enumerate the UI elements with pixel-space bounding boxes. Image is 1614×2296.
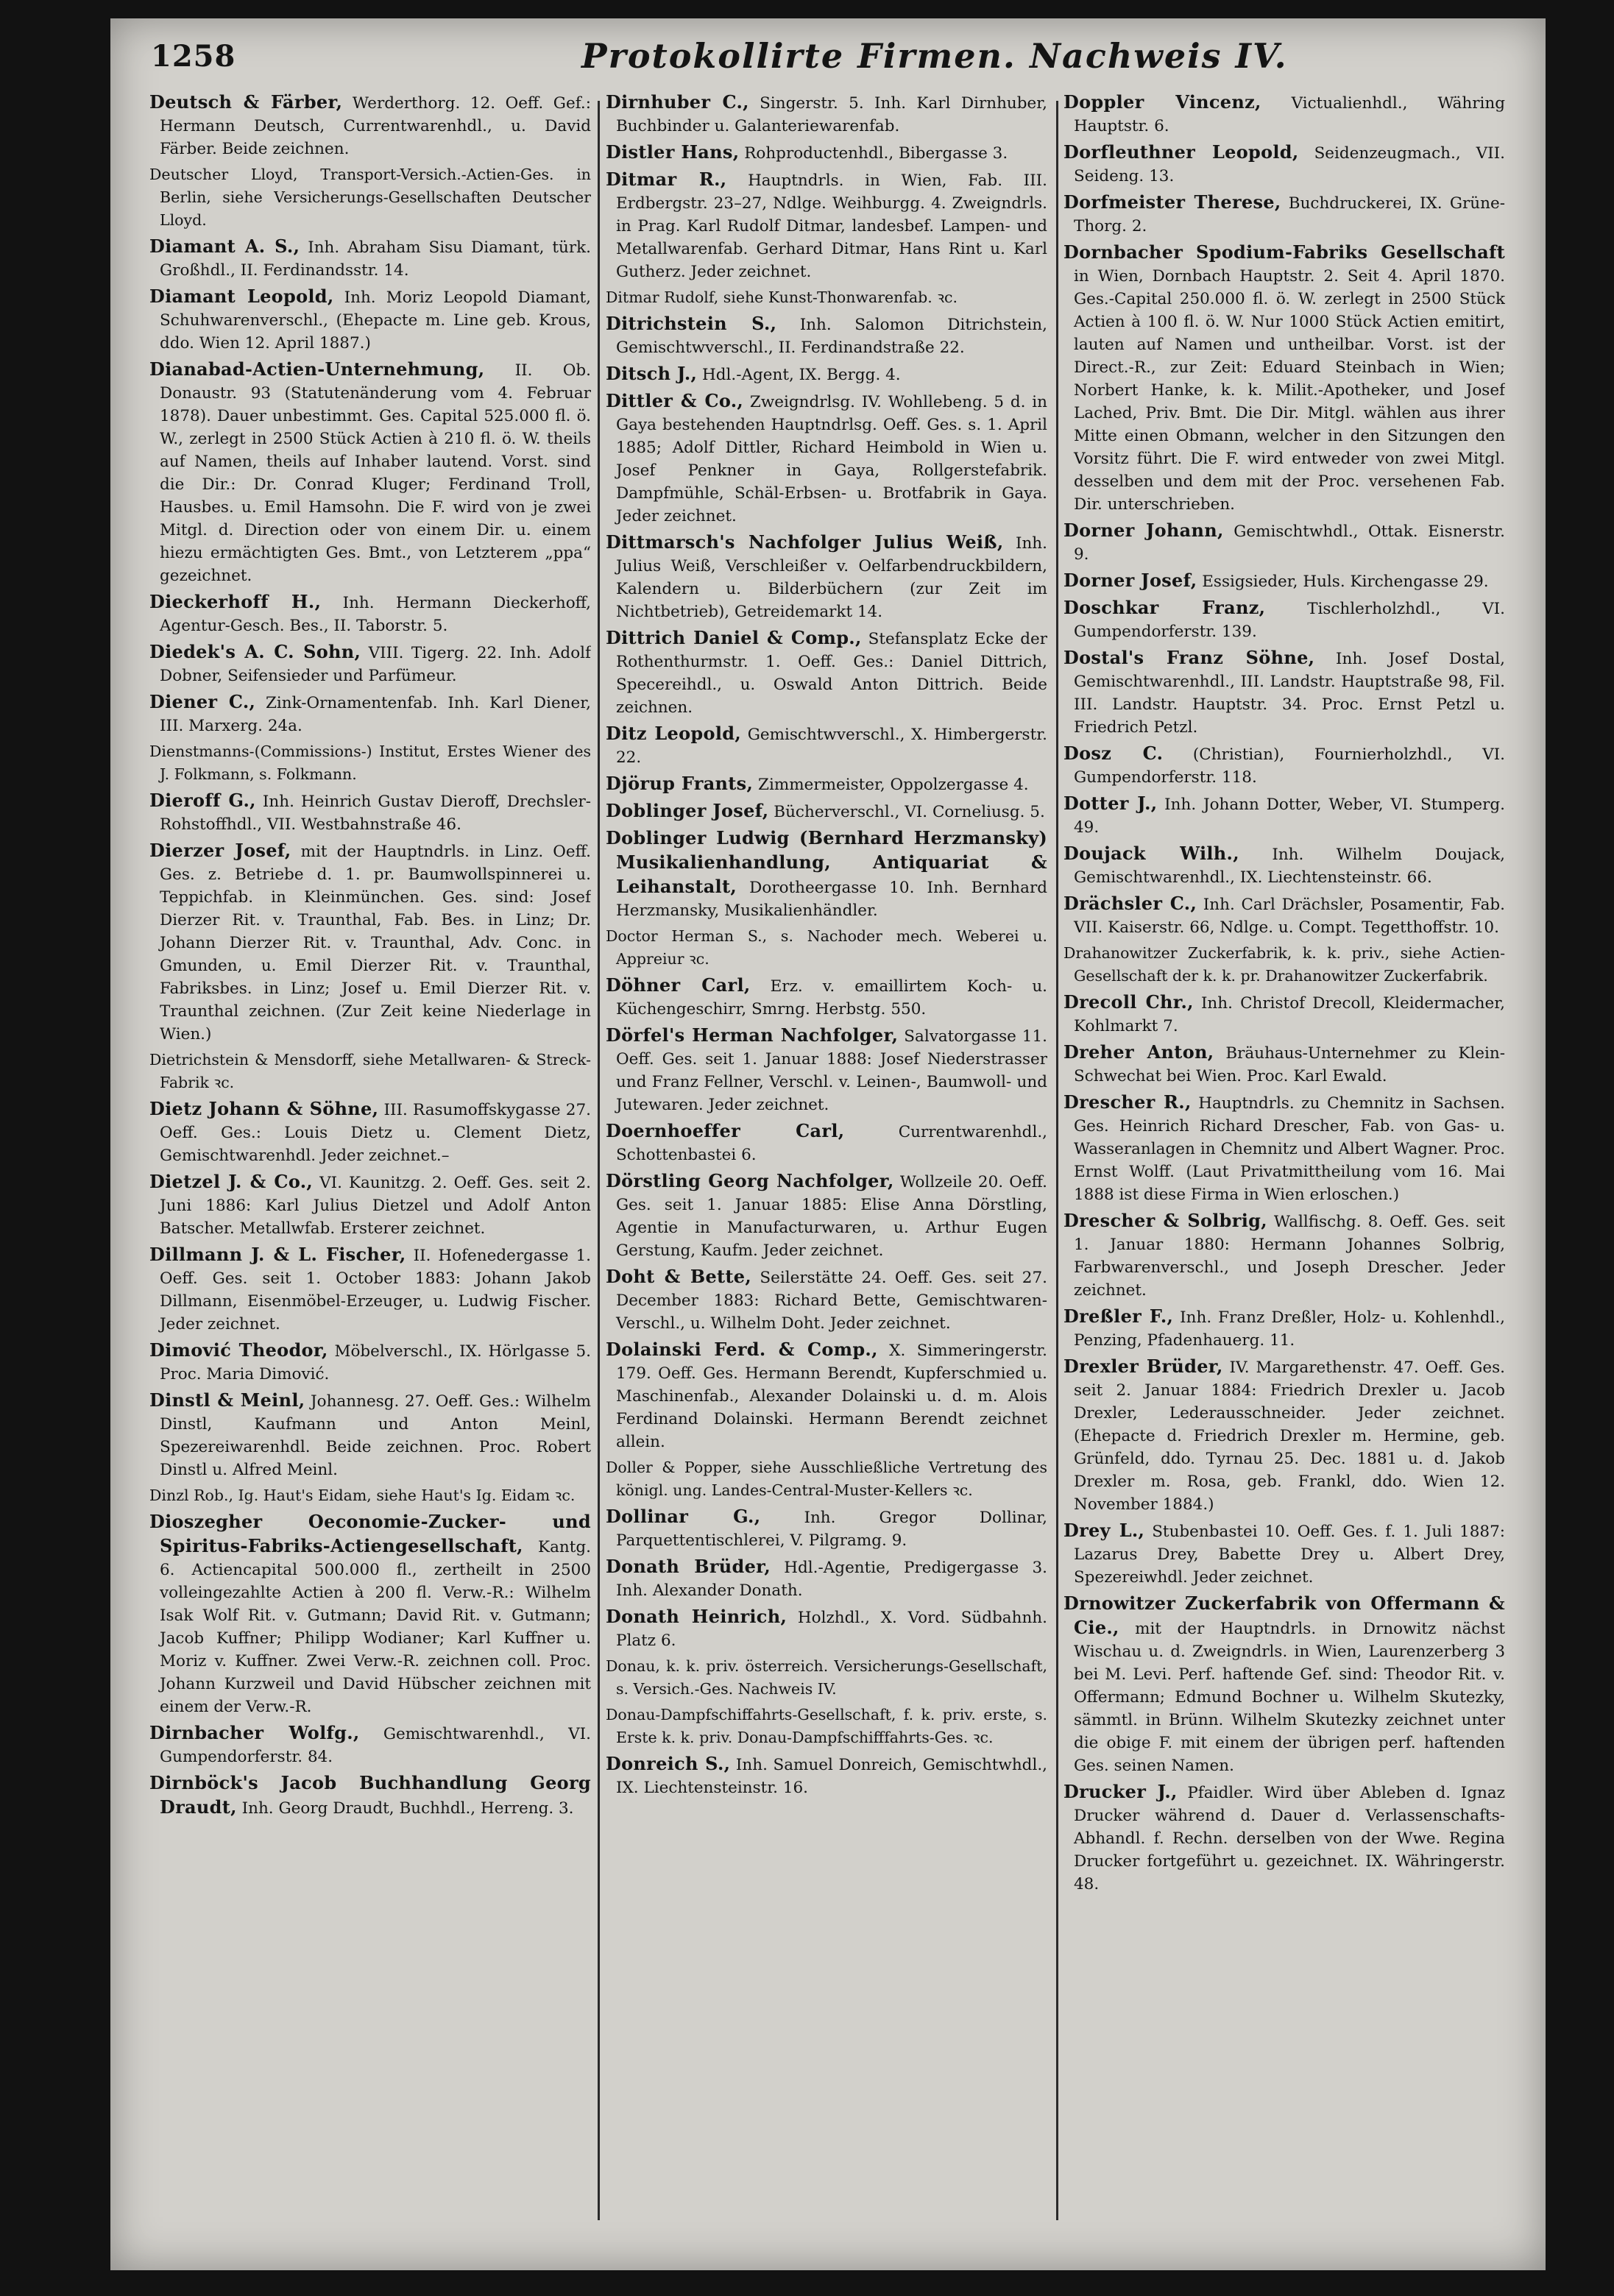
firm-name: Dinstl & Meinl, (149, 1389, 305, 1411)
entry-details: Inh. Carl Drächsler, Posamentir, Fab. VII. Kaiserstr. 66, Ndlge. u. Compt. Tegetthoffstr. 10. (1074, 896, 1505, 937)
firm-name: Ditmar R., (606, 169, 727, 190)
entry-details: X. Simmeringerstr. 179. Oeff. Ges. Hermann Berendt, Kupferschmied u. Maschinenfab., Alexander Dolainski u. d. m. Alois Ferdinand Dolainski. Hermann Berendt zeichnet allein. (616, 1342, 1047, 1451)
entry-details: VI. Kaunitzg. 2. Oeff. Ges. seit 2. Juni 1886: Karl Julius Dietzel und Adolf Anton Batscher. Metallwfab. Ersterer zeichnet. (160, 1174, 591, 1238)
entry-details: Tischlerholzhdl., VI. Gumpendorferstr. 139. (1074, 600, 1505, 641)
entry-details: Kantg. 6. Actiencapital 500.000 fl., zertheilt in 2500 volleingezahlte Actien à 200 fl. Verw.-R.: Wilhelm Isak Wolf Rit. v. Gutmann; David Rit. v. Gutmann; Jacob Kuffner; Philipp Wodianer; Karl Kuffner u. Moriz v. Kuffner. Zwei Verw.-R. zeichnen coll. Proc. Johann Kurzweil und David Hübscher zeichnen mit einem der Verw.-R. (160, 1538, 591, 1716)
directory-entry (606, 286, 1047, 309)
entry-details: Inh. Josef Dostal, Gemischtwarenhdl., III. Landstr. Hauptstraße 98, Fil. III. Landstr. Hauptstr. 34. Proc. Ernst Petzl u. Friedrich Petzl. (1074, 650, 1505, 737)
firm-name: Doppler Vincenz, (1063, 91, 1261, 113)
firm-name: Dolainski Ferd. & Comp., (606, 1339, 878, 1360)
directory-entry (1063, 91, 1505, 138)
entry-details: Donau-Dampfschiffahrts-Gesellschaft, f. k. priv. erste, s. Erste k. k. priv. Donau-Dampfschifffahrts-Ges. ꝛc. (606, 1706, 1047, 1746)
entry-details: Erz. v. emaillirtem Koch- u. Küchengeschirr, Smrng. Herbstg. 550. (616, 977, 1047, 1018)
entry-details: Seidenzeugmach., VII. Seideng. 13. (1074, 144, 1505, 185)
firm-name: Distler Hans, (606, 141, 740, 163)
entry-details: Wallfischg. 8. Oeff. Ges. seit 1. Januar 1880: Hermann Johannes Solbrig, Farbwarenverschl., und Joseph Drescher. Jeder zeichnet. (1074, 1213, 1505, 1300)
firm-name: Dotter J., (1063, 793, 1158, 814)
entry-details: Pfaidler. Wird über Ableben d. Ignaz Drucker während d. Dauer d. Verlassenschafts-Abhandl. f. Rechn. derselben von der Wwe. Regina Drucker fortgeführt u. gezeichnet. IX. Währingerstr. 48. (1074, 1784, 1505, 1893)
directory-entry (1063, 792, 1505, 839)
entry-details: (Christian), Fournierholzhdl., VI. Gumpendorferstr. 118. (1074, 745, 1505, 787)
entry-details: Currentwarenhdl., Schottenbastei 6. (616, 1123, 1047, 1164)
page-number: 1258 (151, 39, 236, 74)
firm-name: Dillmann J. & L. Fischer, (149, 1244, 406, 1265)
firm-name: Drescher R., (1063, 1091, 1192, 1113)
entry-details: Ditmar Rudolf, siehe Kunst-Thonwarenfab. ꝛc. (606, 288, 958, 306)
entry-details: Möbelverschl., IX. Hörlgasse 5. Proc. Maria Dimović. (160, 1342, 591, 1383)
directory-entry (149, 1484, 591, 1507)
firm-name: Djörup Frants, (606, 773, 754, 794)
firm-name: Dorfmeister Therese, (1063, 191, 1281, 213)
directory-entry (606, 1169, 1047, 1262)
entry-details: Zimmermeister, Oppolzergasse 4. (758, 776, 1029, 794)
directory-entry (606, 1605, 1047, 1652)
directory-entry (1063, 646, 1505, 739)
entry-details: Salvatorgasse 11. Oeff. Ges. seit 1. Januar 1888: Josef Niederstrasser und Franz Fellner, Verschl. v. Leinen-, Baumwoll- und Jutewaren. Jeder zeichnet. (616, 1027, 1047, 1114)
directory-entry (1063, 1041, 1505, 1088)
firm-name: Dorner Josef, (1063, 570, 1197, 591)
firm-name: Dietz Johann & Söhne, (149, 1098, 379, 1119)
firm-name: Drescher & Solbrig, (1063, 1210, 1267, 1231)
directory-entry (606, 531, 1047, 623)
entry-details: Dorotheergasse 10. Inh. Bernhard Herzmansky, Musikalienhändler. (616, 879, 1047, 920)
entry-details: Inh. Julius Weiß, Verschleißer v. Oelfarbendruckbildern, Kalendern u. Bilderbüchern (zur Zeit im Nichtbetrieb), Getreidemarkt 14. (616, 534, 1047, 621)
firm-name: Dreher Anton, (1063, 1041, 1214, 1063)
directory-entry (149, 1771, 591, 1820)
entry-details: Inh. Heinrich Gustav Dieroff, Drechsler-Rohstoffhdl., VII. Westbahnstraße 46. (160, 793, 591, 834)
column-divider (1056, 101, 1058, 2220)
directory-entry (1063, 519, 1505, 566)
firm-name: Dittmarsch's Nachfolger Julius Weiß, (606, 531, 1004, 553)
directory-entry (149, 640, 591, 687)
directory-entry (149, 1243, 591, 1336)
firm-name: Dosz C. (1063, 743, 1164, 764)
directory-entry (606, 772, 1047, 796)
firm-name: Dostal's Franz Söhne, (1063, 647, 1315, 668)
directory-column-3 (1063, 91, 1505, 2239)
entry-details: IV. Margarethenstr. 47. Oeff. Ges. seit 2. Januar 1884: Friedrich Drexler u. Jacob Drexler, Lederausschneider. Jeder zeichnet. (Ehepacte d. Friedrich Drexler m. Hermine, geb. Grünfeld, ddo. Tyrnau 25. Dec. 1881 u. d. Jakob Drexler m. Rosa, geb. Frankl, ddo. Wien 12. November 1884.) (1074, 1358, 1505, 1514)
entry-details: Inh. Wilhelm Doujack, Gemischtwarenhdl., IX. Liechtensteinstr. 66. (1074, 846, 1505, 887)
entry-details: Inh. Hermann Dieckerhoff, Agentur-Gesch. Bes., II. Taborstr. 5. (160, 594, 591, 635)
entry-details: Drahanowitzer Zuckerfabrik, k. k. priv., siehe Actien-Gesellschaft der k. k. pr. Drahanowitzer Zuckerfabrik. (1063, 944, 1505, 985)
directory-entry (606, 312, 1047, 359)
firm-name: Doernhoeffer Carl, (606, 1120, 845, 1141)
firm-name: Donreich S., (606, 1753, 731, 1774)
directory-entry (1063, 991, 1505, 1038)
firm-name: Drecoll Chr., (1063, 991, 1194, 1013)
directory-entry (1063, 1592, 1505, 1777)
directory-entry (149, 285, 591, 355)
entry-details: Seilerstätte 24. Oeff. Ges. seit 27. December 1883: Richard Bette, Gemischtwaren-Verschl., u. Wilhelm Doht. Jeder zeichnet. (616, 1269, 1047, 1333)
entry-details: II. Hofenedergasse 1. Oeff. Ges. seit 1. October 1883: Johann Jakob Dillmann, Eisenmöbel-Erzeuger, u. Ludwig Fischer. Jeder zeichnet. (160, 1247, 591, 1333)
directory-entry (606, 925, 1047, 971)
entry-details: Buchdruckerei, IX. Grüne-Thorg. 2. (1074, 194, 1505, 235)
firm-name: Dirnbacher Wolfg., (149, 1722, 360, 1743)
directory-entry (1063, 742, 1505, 789)
directory-entry (606, 1119, 1047, 1166)
directory-entry (149, 1097, 591, 1167)
entry-details: mit der Hauptndrls. in Linz. Oeff. Ges. z. Betriebe d. 1. pr. Baumwollspinnerei u. Teppichfab. in Kleinmünchen. Ges. sind: Josef Dierzer Rit. v. Traunthal, Fab. Bes. in Linz; Dr. Johann Dierzer Rit. v. Traunthal, Adv. Conc. in Gmunden, u. Emil Dierzer Rit. v. Traunthal, Fabriksbes. in Linz; Josef u. Emil Dierzer Rit. v. Traunthal zeichnen. (Zur Zeit keine Niederlage in Wien.) (160, 843, 591, 1044)
entry-details: Inh. Georg Draudt, Buchhdl., Herreng. 3. (241, 1799, 574, 1818)
directory-entry (606, 826, 1047, 922)
firm-name: Diamant A. S., (149, 235, 300, 257)
entry-details: Victualienhdl., Währing Hauptstr. 6. (1074, 94, 1505, 135)
firm-name: Doblinger Josef, (606, 800, 769, 821)
firm-name: Diamant Leopold, (149, 286, 334, 307)
entry-details: Hauptndrls. zu Chemnitz in Sachsen. Ges. Heinrich Richard Drescher, Fab. von Gas- u. Wasseranlagen in Chemnitz und Albert Wagner. Proc. Ernst Wolff. (Laut Privatmittheilung vom 16. Mai 1888 ist diese Firma in Wien erloschen.) (1074, 1094, 1505, 1204)
firm-name: Doht & Bette, (606, 1266, 752, 1287)
entry-details: Hdl.-Agent, IX. Bergg. 4. (702, 366, 901, 384)
firm-name: Doujack Wilh., (1063, 843, 1239, 864)
directory-entry (149, 1049, 591, 1094)
directory-entry (149, 1339, 591, 1386)
entry-details: Gemischtwhdl., Ottak. Eisnerstr. 9. (1074, 522, 1505, 564)
directory-entry (1063, 191, 1505, 238)
directory-entry (606, 974, 1047, 1021)
directory-entry (149, 1170, 591, 1240)
column-divider (598, 101, 600, 2220)
directory-entry (606, 1505, 1047, 1552)
directory-column-2 (606, 91, 1047, 2239)
directory-entry (1063, 842, 1505, 889)
firm-name: Diener C., (149, 691, 256, 712)
directory-entry (606, 1704, 1047, 1749)
directory-entry (606, 141, 1047, 165)
firm-name: Dimović Theodor, (149, 1339, 328, 1361)
entry-details: Bräuhaus-Unternehmer zu Klein-Schwechat bei Wien. Proc. Karl Ewald. (1074, 1044, 1505, 1085)
directory-entry (149, 235, 591, 282)
firm-name: Doblinger Ludwig (Bernhard Herzmansky) Musikalienhandlung, Antiquariat & Leihanstalt, (606, 827, 1047, 897)
firm-name: Dittrich Daniel & Comp., (606, 627, 862, 648)
directory-page (110, 18, 1546, 2270)
entry-details: Hdl.-Agentie, Predigergasse 3. Inh. Alexander Donath. (616, 1559, 1047, 1600)
entry-details: Doctor Herman S., s. Nachoder mech. Weberei u. Appreiur ꝛc. (606, 927, 1047, 968)
entry-details: Inh. Christof Drecoll, Kleidermacher, Kohlmarkt 7. (1074, 994, 1505, 1035)
directory-entry (606, 626, 1047, 719)
entry-details: in Wien, Dornbach Hauptstr. 2. Seit 4. April 1870. Ges.-Capital 250.000 fl. ö. W. zerlegt in 2500 Stück Actien à 100 fl. ö. W. Nur 1000 Stück Actien emitirt, lauten auf Namen und untheilbar. Vorst. ist der Direct.-R., zur Zeit: Eduard Steinbach in Wien; Norbert Hanke, k. k. Milit.-Apotheker, und Josef Lached, Priv. Bmt. Die Dir. Mitgl. wählen aus ihrer Mitte einen Obmann, welcher in den Sitzungen den Vorsitz führt. Die F. wird entweder von zwei Mitgl. desselben und dem mit der Proc. versehenen Fab. Dir. unterschrieben. (1074, 267, 1505, 514)
firm-name: Dollinar G., (606, 1506, 761, 1527)
firm-name: Dietzel J. & Co., (149, 1171, 314, 1192)
firm-name: Ditsch J., (606, 363, 698, 384)
firm-name: Dirnböck's Jacob Buchhandlung Georg Draudt, (149, 1772, 591, 1818)
directory-entry (606, 1265, 1047, 1335)
directory-entry (1063, 1355, 1505, 1516)
entry-details: Inh. Franz Dreßler, Holz- u. Kohlenhdl., Penzing, Pfadenhauerg. 11. (1074, 1308, 1505, 1350)
entry-details: Holzhdl., X. Vord. Südbahnh. Platz 6. (616, 1609, 1047, 1650)
entry-details: Dietrichstein & Mensdorff, siehe Metallwaren- & Streck-Fabrik ꝛc. (149, 1051, 591, 1091)
firm-name: Drächsler C., (1063, 893, 1197, 914)
entry-details: Dienstmanns-(Commissions-) Institut, Erstes Wiener des J. Folkmann, s. Folkmann. (149, 743, 591, 783)
directory-entry (606, 1024, 1047, 1116)
directory-entry (606, 168, 1047, 283)
directory-entry (149, 358, 591, 587)
firm-name: Donath Heinrich, (606, 1606, 787, 1627)
directory-entry (1063, 1091, 1505, 1206)
directory-entry (149, 740, 591, 786)
directory-entry (606, 722, 1047, 769)
directory-column-1 (149, 91, 591, 2239)
firm-name: Dioszegher Oeconomie-Zucker- und Spiritus-Fabriks-Actiengesellschaft, (149, 1511, 591, 1556)
firm-name: Ditrichstein S., (606, 313, 777, 334)
directory-entry (606, 799, 1047, 823)
directory-entry (606, 1338, 1047, 1453)
entry-details: mit der Hauptndrls. in Drnowitz nächst Wischau u. d. Zweigndrls. in Wien, Laurenzerberg 3 bei M. Levi. Perf. haftende Gef. sind: Theodor Rit. v. Offermann; Edmund Bochner u. Wilhelm Skutezky, sämmtl. in Brünn. Wilhelm Skutezky zeichnet unter die obige F. mit einem der übrigen perf. haftenden Ges. seinen Namen. (1074, 1620, 1505, 1775)
firm-name: Ditz Leopold, (606, 723, 741, 744)
entry-details: Bücherverschl., VI. Corneliusg. 5. (774, 803, 1045, 821)
running-title: Protokollirte Firmen. Nachweis IV. (581, 36, 1288, 76)
entry-details: Inh. Moriz Leopold Diamant, Schuhwarenverschl., (Ehepacte m. Line geb. Krous, ddo. Wien 12. April 1887.) (160, 288, 591, 352)
firm-name: Dirnhuber C., (606, 91, 749, 113)
entry-details: Werderthorg. 12. Oeff. Gef.: Hermann Deutsch, Currentwarenhdl., u. David Färber. Beide zeichnen. (160, 94, 591, 158)
directory-entry (149, 789, 591, 836)
firm-name: Dörfel's Herman Nachfolger, (606, 1024, 899, 1046)
directory-entry (1063, 942, 1505, 988)
firm-name: Dittler & Co., (606, 390, 744, 411)
entry-details: Inh. Gregor Dollinar, Parquettentischlerei, V. Pilgramg. 9. (616, 1509, 1047, 1550)
directory-entry (149, 590, 591, 637)
directory-entry (149, 1721, 591, 1768)
directory-entry (1063, 596, 1505, 643)
directory-entry (606, 91, 1047, 138)
firm-name: Drey L., (1063, 1520, 1145, 1541)
entry-details: Essigsieder, Huls. Kirchengasse 29. (1202, 573, 1489, 591)
entry-details: VIII. Tigerg. 22. Inh. Adolf Dobner, Seifensieder und Parfümeur. (160, 644, 591, 685)
entry-details: Zink-Ornamentenfab. Inh. Karl Diener, III. Marxerg. 24a. (160, 694, 591, 735)
firm-name: Dierzer Josef, (149, 840, 291, 861)
firm-name: Donath Brüder, (606, 1556, 771, 1577)
directory-entry (149, 1510, 591, 1718)
directory-entry (606, 1555, 1047, 1602)
directory-entry (1063, 1209, 1505, 1302)
entry-details: Stubenbastei 10. Oeff. Ges. f. 1. Juli 1887: Lazarus Drey, Babette Drey u. Albert Drey, Spezereiwhdl. Jeder zeichnet. (1074, 1523, 1505, 1587)
firm-name: Dreßler F., (1063, 1305, 1174, 1327)
firm-name: Drexler Brüder, (1063, 1356, 1223, 1377)
entry-details: Inh. Salomon Ditrichstein, Gemischtwverschl., II. Ferdinandstraße 22. (616, 316, 1047, 357)
entry-details: II. Ob. Donaustr. 93 (Statutenänderung vom 4. Februar 1878). Dauer unbestimmt. Ges. Capital 525.000 fl. ö. W., zerlegt in 2500 Stück Actien à 210 fl. ö. W. theils auf Namen, theils auf Inhaber lautend. Vorst. sind die Dir.: Dr. Conrad Kluger; Ferdinand Troll, Hausbes. u. Emil Hamsohn. Die F. wird von je zwei Mitgl. d. Direction oder von einem Dir. u. einem hiezu ermächtigten Ges. Bmt., von Letzterem „ppa“ gezeichnet. (160, 361, 591, 585)
directory-entry (149, 839, 591, 1046)
entry-details: Zweigndrlsg. IV. Wohllebeng. 5 d. in Gaya bestehenden Hauptndrlsg. Oeff. Ges. s. 1. April 1885; Adolf Dittler, Richard Heimbold in Wien u. Josef Penkner in Gaya, Rollgerstefabrik. Dampfmühle, Schäl-Erbsen- u. Brotfabrik in Gaya. Jeder zeichnet. (616, 393, 1047, 525)
entry-details: Hauptndrls. in Wien, Fab. III. Erdbergstr. 23–27, Ndlge. Weihburgg. 4. Zweigndrls. in Prag. Karl Rudolf Ditmar, landesbef. Lampen- und Metallwarenfab. Gerhard Ditmar, Hans Rint u. Karl Gutherz. Jeder zeichnet. (616, 171, 1047, 281)
firm-name: Drucker J., (1063, 1781, 1178, 1802)
directory-entry (149, 163, 591, 232)
firm-name: Dornbacher Spodium-Fabriks Gesellschaft (1063, 241, 1505, 263)
firm-name: Deutsch & Färber, (149, 91, 343, 113)
firm-name: Doschkar Franz, (1063, 597, 1266, 618)
directory-entry (606, 389, 1047, 528)
entry-details: Rohproductenhdl., Bibergasse 3. (744, 144, 1008, 163)
directory-entry (606, 1655, 1047, 1701)
entry-details: Doller & Popper, siehe Ausschließliche Vertretung des königl. ung. Landes-Central-Muster-Kellers ꝛc. (606, 1459, 1047, 1499)
directory-entry (606, 362, 1047, 386)
directory-entry (606, 1456, 1047, 1502)
directory-entry (1063, 892, 1505, 939)
directory-entry (1063, 1519, 1505, 1589)
firm-name: Dörstling Georg Nachfolger, (606, 1170, 894, 1191)
entry-details: Johannesg. 27. Oeff. Ges.: Wilhelm Dinstl, Kaufmann und Anton Meinl, Spezereiwarenhdl. Beide zeichnen. Proc. Robert Dinstl u. Alfred Meinl. (160, 1392, 591, 1479)
firm-name: Drnowitzer Zuckerfabrik von Offermann & Cie., (1063, 1592, 1505, 1638)
firm-name: Dieroff G., (149, 790, 256, 811)
directory-entry (1063, 569, 1505, 593)
directory-entry (1063, 241, 1505, 516)
firm-name: Dieckerhoff H., (149, 591, 322, 612)
directory-entry (606, 1752, 1047, 1799)
directory-entry (1063, 1780, 1505, 1896)
entry-details: Gemischtwverschl., X. Himbergerstr. 22. (616, 726, 1047, 767)
entry-details: Singerstr. 5. Inh. Karl Dirnhuber, Buchbinder u. Galanteriewarenfab. (616, 94, 1047, 135)
firm-name: Dorner Johann, (1063, 520, 1224, 541)
directory-entry (1063, 1305, 1505, 1352)
entry-details: Inh. Samuel Donreich, Gemischtwhdl., IX. Liechtensteinstr. 16. (616, 1756, 1047, 1797)
directory-entry (149, 91, 591, 160)
page-header (110, 18, 1546, 91)
entry-details: Gemischtwarenhdl., VI. Gumpendorferstr. 84. (160, 1725, 591, 1766)
firm-name: Dianabad-Actien-Unternehmung, (149, 358, 485, 380)
directory-entry (1063, 141, 1505, 188)
entry-details: Deutscher Lloyd, Transport-Versich.-Actien-Ges. in Berlin, siehe Versicherungs-Gesellschaften Deutscher Lloyd. (149, 166, 591, 229)
entry-details: Stefansplatz Ecke der Rothenthurmstr. 1. Oeff. Ges.: Daniel Dittrich, Specereihdl., u. Oswald Anton Dittrich. Beide zeichnen. (616, 630, 1047, 717)
directory-entry (149, 690, 591, 737)
entry-details: Inh. Abraham Sisu Diamant, türk. Großhdl., II. Ferdinandsstr. 14. (160, 238, 591, 280)
entry-details: Wollzeile 20. Oeff. Ges. seit 1. Januar 1885: Elise Anna Dörstling, Agentie in Manufacturwaren, u. Arthur Eugen Gerstung, Kaufm. Jeder zeichnet. (616, 1173, 1047, 1260)
entry-details: Donau, k. k. priv. österreich. Versicherungs-Gesellschaft, s. Versich.-Ges. Nachweis IV. (606, 1657, 1047, 1698)
firm-name: Dorfleuthner Leopold, (1063, 141, 1299, 163)
firm-name: Diedek's A. C. Sohn, (149, 641, 361, 662)
entry-details: Inh. Johann Dotter, Weber, VI. Stumperg. 49. (1074, 796, 1505, 837)
entry-details: Dinzl Rob., Ig. Haut's Eidam, siehe Haut's Ig. Eidam ꝛc. (149, 1487, 576, 1504)
firm-name: Döhner Carl, (606, 974, 751, 996)
directory-entry (149, 1389, 591, 1481)
entry-details: III. Rasumoffskygasse 27. Oeff. Ges.: Louis Dietz u. Clement Dietz, Gemischtwarenhdl. Jeder zeichnet.– (160, 1101, 591, 1165)
